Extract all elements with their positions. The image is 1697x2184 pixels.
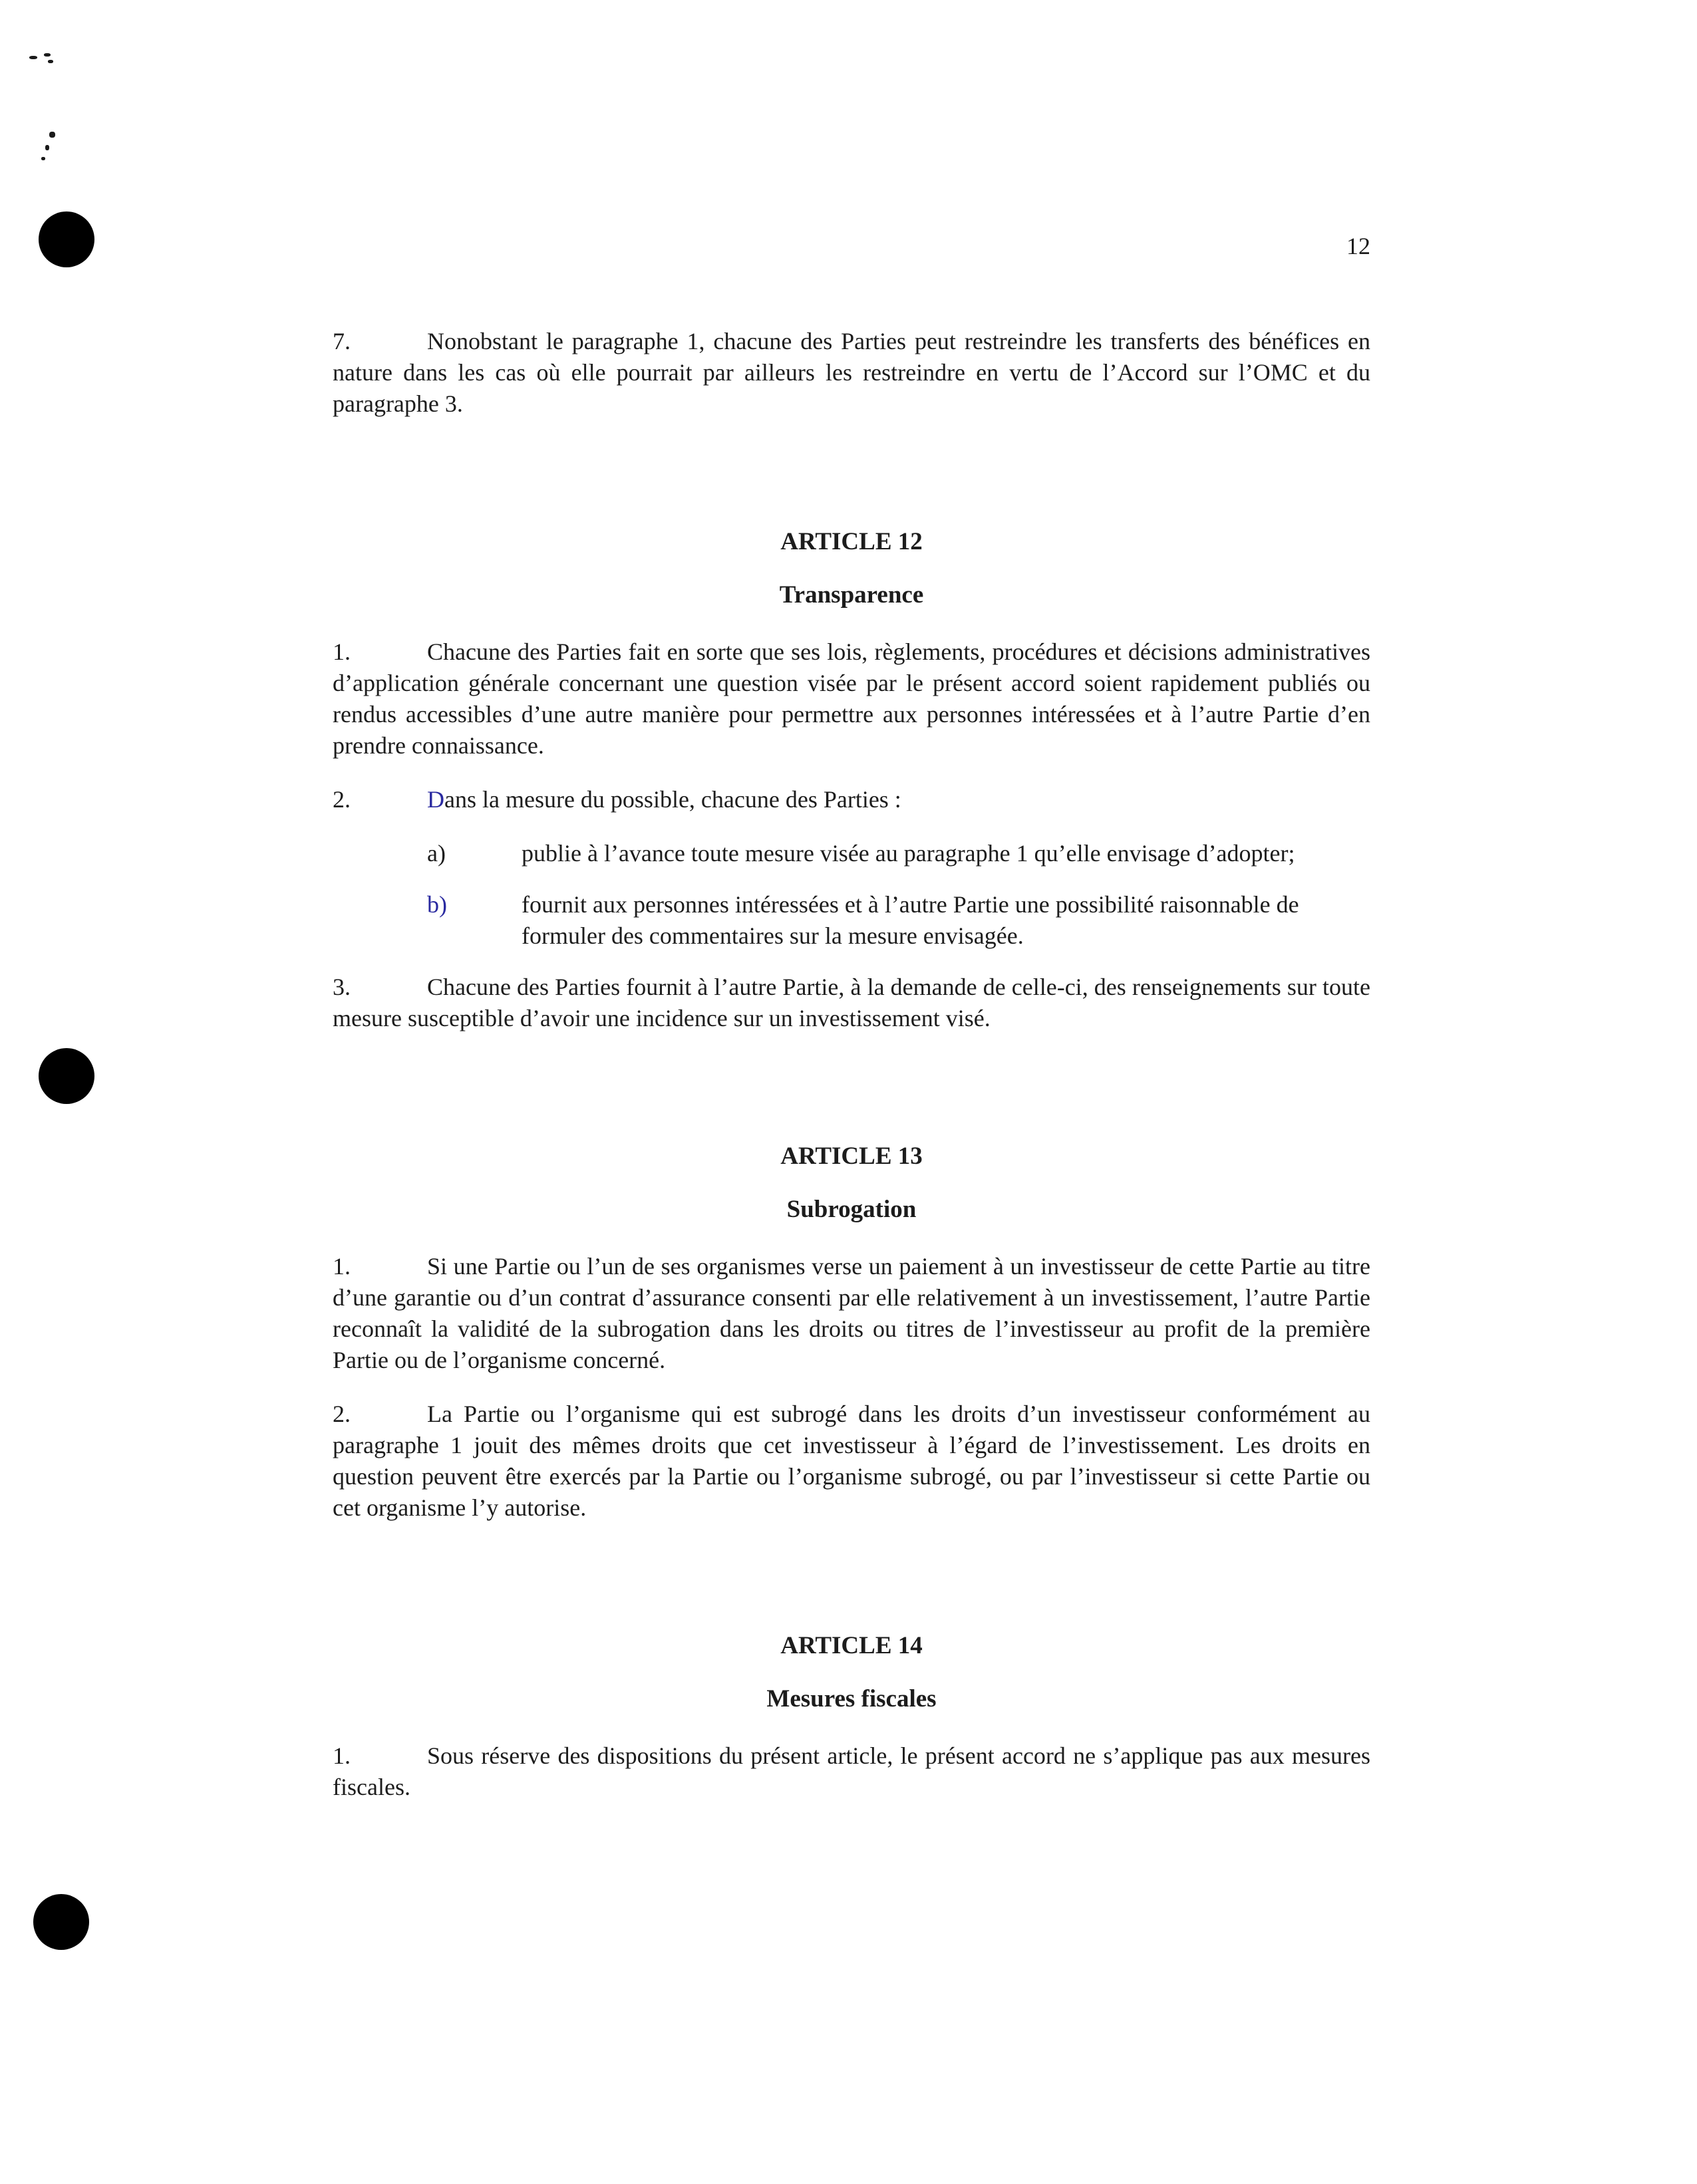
paragraph-text: Chacune des Parties fournit à l’autre Partie, à la demande de celle-ci, des renseignements sur toute mesure susceptible d’avoir une incidence sur un investissement visé.: [333, 974, 1370, 1031]
paragraph-text: ans la mesure du possible, chacune des Parties :: [444, 786, 901, 813]
article-12-paragraph-2: [333, 784, 1370, 815]
article-12-item-a: [333, 838, 1370, 869]
punch-hole-top: [39, 211, 94, 267]
article-12-item-b: [333, 889, 1370, 952]
article-12-paragraph-3: [333, 972, 1370, 1034]
article-14-heading: ARTICLE 14: [780, 1632, 923, 1659]
article-14-paragraph-1: [333, 1740, 1370, 1803]
spacer: [333, 1546, 1370, 1631]
paragraph-number: 2.: [333, 1401, 351, 1427]
article-12-title: Transparence: [779, 581, 924, 609]
item-text: publie à l’avance toute mesure visée au paragraphe 1 qu’elle envisage d’adopter;: [522, 840, 1295, 867]
paragraph-text: Sous réserve des dispositions du présent article, le présent accord ne s’applique pas aux mesures fiscales.: [333, 1742, 1370, 1800]
article-12-paragraph-1: [333, 636, 1370, 761]
document-body: [333, 326, 1370, 1826]
spacer: [333, 1057, 1370, 1142]
paragraph-number: 1.: [333, 1253, 351, 1280]
paragraph-number: 1.: [333, 638, 351, 665]
punch-hole-middle: [39, 1048, 94, 1104]
page-number: 12: [1346, 233, 1370, 259]
paragraph-7: [333, 326, 1370, 420]
paragraph-text: Nonobstant le paragraphe 1, chacune des Parties peut restreindre les transferts des bénéfices en nature dans les cas où elle pourrait par ailleurs les restreindre en vertu de l’Accord sur l’OMC et du paragraphe 3.: [333, 328, 1370, 417]
paragraph-number: 3.: [333, 974, 351, 1000]
paragraph-number: 1.: [333, 1742, 351, 1769]
article-13-paragraph-2: [333, 1399, 1370, 1524]
paragraph-text: Si une Partie ou l’un de ses organismes verse un paiement à un investisseur de cette Partie au titre d’une garantie ou d’un contrat d’assurance consenti par elle relativement à un investissement, l’autre Partie reconnaît la validité de la subrogation dans les droits ou titres de l’investisseur au profit de la première Partie ou de l’organisme concerné.: [333, 1253, 1370, 1373]
spacer: [333, 442, 1370, 527]
item-letter: b): [427, 891, 447, 918]
item-letter: a): [427, 840, 446, 867]
scan-speck: [45, 145, 49, 150]
paragraph-text: Chacune des Parties fait en sorte que ses lois, règlements, procédures et décisions administratives d’application générale concernant une question visée par le présent accord soient rapidement publiés ou rendus accessibles d’une autre manière pour permettre aux personnes intéressées et à l’autre Partie d’en prendre connaissance.: [333, 638, 1370, 759]
article-13-heading: ARTICLE 13: [780, 1143, 923, 1170]
article-14-title: Mesures fiscales: [766, 1685, 937, 1712]
scan-speck: [48, 60, 53, 63]
scan-speck: [29, 56, 37, 59]
paragraph-number: 2.: [333, 786, 351, 813]
scan-speck: [49, 132, 55, 138]
paragraph-initial-letter: D: [427, 786, 444, 813]
item-text: fournit aux personnes intéressées et à l’autre Partie une possibilité raisonnable de formuler des commentaires sur la mesure envisagée.: [522, 891, 1299, 949]
article-13-title: Subrogation: [786, 1196, 917, 1223]
article-12-heading: ARTICLE 12: [780, 528, 923, 555]
scan-speck: [41, 157, 45, 160]
scan-speck: [44, 53, 51, 57]
punch-hole-bottom: [33, 1894, 89, 1950]
article-13-paragraph-1: [333, 1251, 1370, 1376]
paragraph-text: La Partie ou l’organisme qui est subrogé dans les droits d’un investisseur conformément au paragraphe 1 jouit des mêmes droits que cet investisseur à l’égard de l’investissement. Les droits en question peuvent être exercés par la Partie ou l’organisme subrogé, ou par l’investisseur si cette Partie ou cet organisme l’y autorise.: [333, 1401, 1370, 1521]
paragraph-number: 7.: [333, 328, 351, 354]
